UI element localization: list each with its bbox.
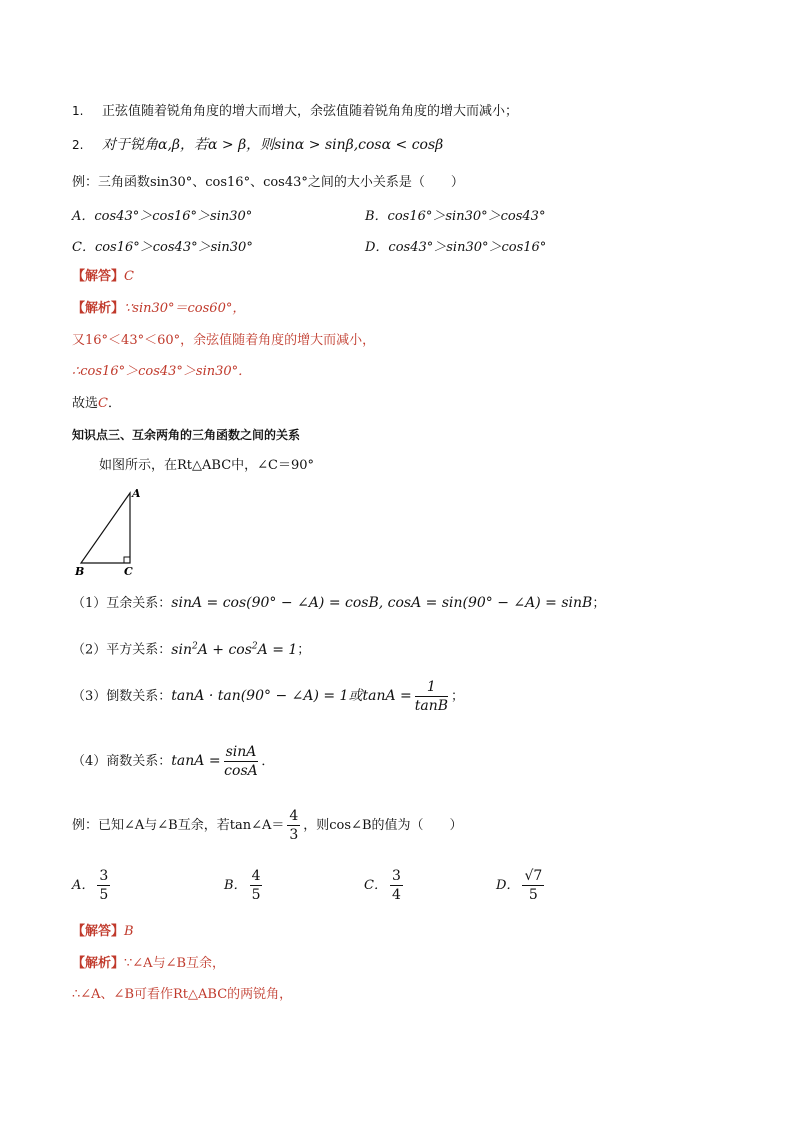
relation-2-end: ； xyxy=(297,642,311,658)
example-2-question xyxy=(72,808,463,843)
option-d-fraction xyxy=(522,868,544,903)
relation-4-end: ． xyxy=(261,754,275,769)
example-1-analysis-4 xyxy=(72,395,121,413)
relation-4-numerator: sinA xyxy=(225,744,257,760)
relation-1-formula: sinA = cos(90° − ∠A) = cosB, cosA = sin(90° − ∠A) = sinB xyxy=(171,595,593,611)
relation-4-denominator: cosA xyxy=(224,763,258,779)
example-1-option-c: C．cos16°＞cos43°＞sin30° xyxy=(72,240,253,255)
triangle-outline xyxy=(81,493,130,563)
section-intro: 如图所示，在Rt△ABC中，∠C＝90° xyxy=(99,458,315,473)
section-title: 知识点三、互余两角的三角函数之间的关系 xyxy=(72,428,301,442)
analysis-2-line-1: ∵∠A与∠B互余， xyxy=(124,956,226,971)
example-2-denominator: 3 xyxy=(289,827,299,843)
example-1-analysis-1 xyxy=(72,300,245,318)
option-c-label: C． xyxy=(364,878,387,893)
relation-4 xyxy=(72,744,274,779)
option-c-fraction xyxy=(390,868,403,903)
option-c-denominator: 4 xyxy=(391,887,401,903)
point-2 xyxy=(72,136,443,154)
relation-3-formula: tanA · tan(90° − ∠A) = 1或tanA = xyxy=(171,688,412,704)
example-2-analysis-2: ∴∠A、∠B可看作Rt△ABC的两锐角， xyxy=(72,987,293,1002)
option-a-label: A． xyxy=(72,878,95,893)
example-1-analysis-3: ∴cos16°＞cos43°＞sin30°． xyxy=(72,364,252,379)
option-b-fraction xyxy=(250,868,263,903)
relation-3-fraction xyxy=(415,679,448,714)
example-1-option-a: A．cos43°＞cos16°＞sin30° xyxy=(72,209,253,224)
relation-3-end: ； xyxy=(451,689,465,704)
choose-prefix: 故选 xyxy=(72,396,99,411)
relation-2-sup-2: 2 xyxy=(251,641,258,651)
option-b-label: B． xyxy=(224,878,247,893)
point-1-number: 1. xyxy=(72,104,84,118)
answer-2-label: 【解答】 xyxy=(72,924,125,939)
relation-2-part-2: A + cos xyxy=(197,641,252,658)
choose-value: C xyxy=(98,396,108,411)
answer-2-value: B xyxy=(124,924,134,939)
example-1-answer xyxy=(72,268,134,286)
point-1-text: 正弦值随着锐角角度的增大而增大，余弦值随着锐角角度的增大而减小； xyxy=(102,104,519,119)
example-2-suffix: ，则cos∠B的值为（ ） xyxy=(303,818,463,833)
analysis-line-1: ∵sin30°＝cos60°， xyxy=(124,301,246,316)
option-b-numerator: 4 xyxy=(251,868,261,884)
point-1 xyxy=(72,102,518,121)
example-1-option-d: D．cos43°＞sin30°＞cos16° xyxy=(365,240,547,255)
example-2-numerator: 4 xyxy=(289,808,299,824)
option-d-numerator: √7 xyxy=(524,868,543,884)
option-d-denominator: 5 xyxy=(528,887,538,903)
analysis-2-label: 【解析】 xyxy=(72,956,125,971)
relation-2-label: （2）平方关系： xyxy=(72,642,172,658)
example-1-option-b: B．cos16°＞sin30°＞cos43° xyxy=(365,209,546,224)
relation-2-part-3: A = 1 xyxy=(257,641,298,658)
point-2-text: 对于锐角α,β，若α > β，则sinα > sinβ,cosα < cosβ xyxy=(102,137,444,153)
option-a-denominator: 5 xyxy=(99,887,109,903)
right-triangle-diagram xyxy=(70,483,150,578)
relation-2 xyxy=(72,637,310,660)
example-2-answer xyxy=(72,923,134,941)
vertex-a-label: A xyxy=(132,487,141,500)
answer-value: C xyxy=(124,269,134,284)
option-b-denominator: 5 xyxy=(251,887,261,903)
relation-2-sup-1: 2 xyxy=(191,641,198,651)
relation-4-formula: tanA = xyxy=(171,753,221,769)
choose-suffix: ． xyxy=(107,396,121,411)
relation-3 xyxy=(72,679,464,714)
example-1-question: 例：三角函数sin30°、cos16°、cos43°之间的大小关系是（ ） xyxy=(72,175,464,190)
relation-3-denominator: tanB xyxy=(414,698,449,714)
option-a-numerator: 3 xyxy=(99,868,109,884)
option-a-fraction xyxy=(97,868,110,903)
vertex-b-label: B xyxy=(75,565,85,578)
relation-1-end: ； xyxy=(592,596,606,611)
point-2-number: 2. xyxy=(72,138,84,152)
option-d-label: D． xyxy=(496,878,520,893)
example-1-analysis-2: 又16°＜43°＜60°，余弦值随着角度的增大而减小， xyxy=(72,333,376,348)
vertex-c-label: C xyxy=(124,565,133,578)
relation-3-label: （3）倒数关系： xyxy=(72,689,172,704)
relation-2-formula xyxy=(171,642,297,658)
analysis-label: 【解析】 xyxy=(72,301,125,316)
example-2-fraction xyxy=(287,808,300,843)
example-2-option-c xyxy=(364,868,406,903)
right-angle-mark xyxy=(124,557,130,563)
example-2-prefix: 例：已知∠A与∠B互余，若tan∠A＝ xyxy=(72,818,285,833)
relation-1 xyxy=(72,594,605,613)
relation-4-label: （4）商数关系： xyxy=(72,754,172,769)
example-2-option-d xyxy=(496,868,547,903)
relation-4-fraction xyxy=(224,744,259,779)
relation-2-part-1: sin xyxy=(171,641,192,658)
example-2-option-b xyxy=(224,868,265,903)
answer-label: 【解答】 xyxy=(72,269,125,284)
example-2-option-a xyxy=(72,868,113,903)
relation-3-numerator: 1 xyxy=(415,679,448,697)
relation-1-label: （1）互余关系： xyxy=(72,596,172,611)
example-2-analysis-1 xyxy=(72,955,225,973)
option-c-numerator: 3 xyxy=(391,868,401,884)
